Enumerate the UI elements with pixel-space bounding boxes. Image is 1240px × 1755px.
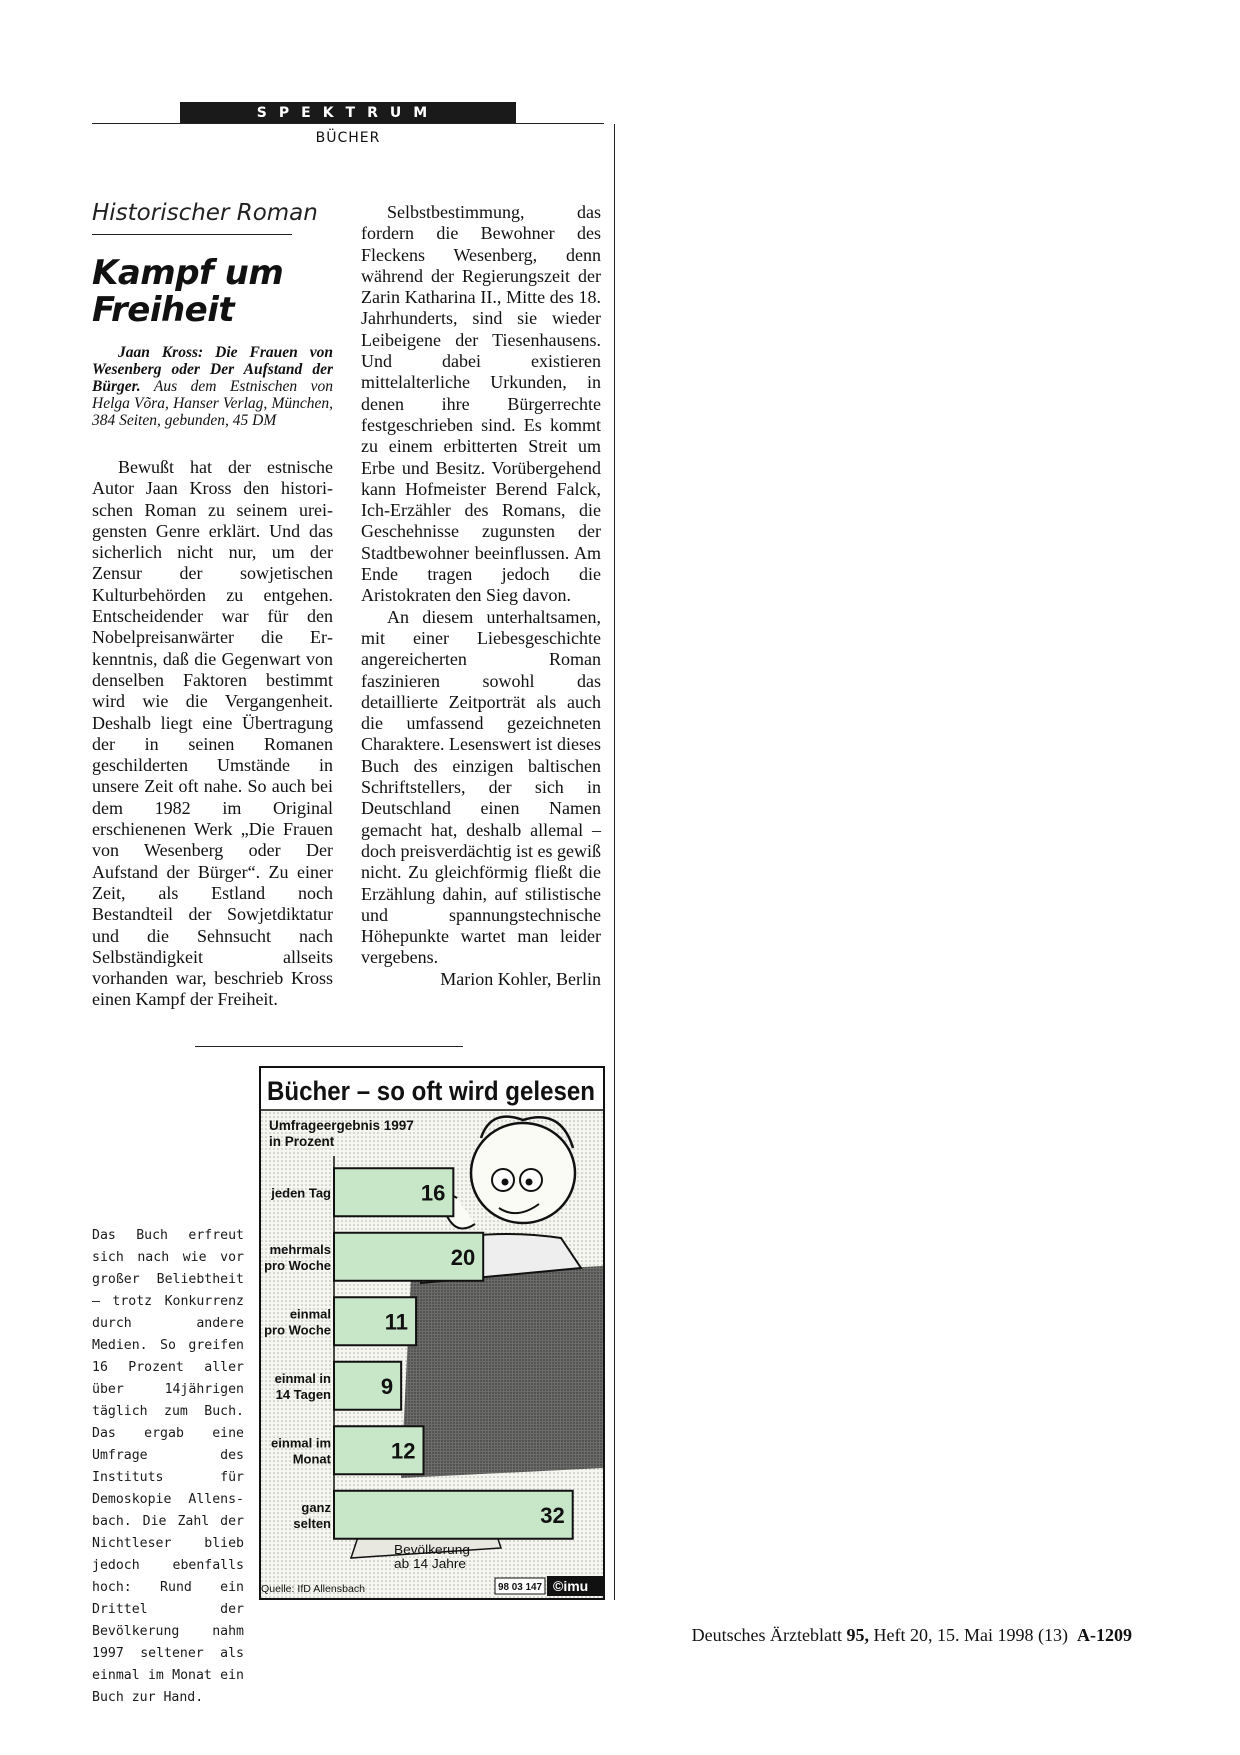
category-label: ganz xyxy=(301,1499,331,1515)
bar-value-label: 9 xyxy=(380,1373,394,1399)
section-banner: SPEKTRUM xyxy=(180,102,516,124)
chart-title: Bücher – so oft wird gelesen xyxy=(267,1076,595,1106)
bar-value-label: 11 xyxy=(384,1309,409,1335)
headline-line-2: Freiheit xyxy=(92,290,235,330)
subsection-label: BÜCHER xyxy=(315,130,381,146)
category-label: selten xyxy=(293,1515,331,1531)
book-cover xyxy=(401,1266,603,1478)
eye-left xyxy=(502,1179,509,1186)
bar-value-label: 12 xyxy=(391,1438,416,1464)
population-label-2: ab 14 Jahre xyxy=(394,1556,466,1571)
section-divider xyxy=(195,1046,463,1047)
chart-subtitle-1: Umfrageergebnis 1997 xyxy=(269,1118,414,1133)
category-label: pro Woche xyxy=(264,1257,331,1273)
page-footer xyxy=(620,1625,1132,1646)
paragraph: An diesem unterhaltsamen, mit einer Liebesgeschichte angereicherten Roman faszinieren sowohl das detaillierte Zeitporträt als auch die umfassend gezeichneten Charaktere. Lesenswert ist dieses Buch des einzigen baltischen Schriftstellers, der sich in Deutschland einen Namen gemacht hat, deshalb allemal – doch preisverdächtig ist es gewiß nicht. Zu gleichförmig fließt die Erzählung dahin, auf stilistische und spannungstechnische Höhepunkte wartet man leider vergebens. xyxy=(361,606,601,968)
bar xyxy=(334,1491,573,1539)
book-details: Aus dem Estnischen von Helga Võra, Hanser Verlag, München, 384 Seiten, gebunden, 45 DM xyxy=(92,378,333,429)
category-label: einmal xyxy=(289,1306,331,1322)
book-info xyxy=(92,344,333,429)
paragraph: Bewußt hat der estnische Autor Jaan Kross den historischen Roman zu seinem ureigensten Genre erklärt. Und das sicherlich nicht nur, um der Zensur der sowjetischen Kulturbehörden zu entgehen. Entscheidender war für den Nobelpreisanwärter die Erkenntnis, daß die Gegenwart von denselben Faktoren bestimmt wird wie die Vergangenheit. Deshalb liegt eine Übertragung der in seinen Romanen geschilderten Umstände in unsere Zeit oft nahe. So auch bei dem 1982 im Original erschienenen Werk „Die Frauen von Wesenberg oder Der Aufstand der Bürger“. Zu einer Zeit, als Estland noch Bestandteil der Sowjetdiktatur und die Sehnsucht nach Selbständigkeit allseits vorhanden war, beschrieb Kross einen Kampf der Freiheit. xyxy=(92,457,333,1010)
population-label-1: Bevölkerung xyxy=(394,1542,470,1557)
journal-name: Deutsches Ärzteblatt xyxy=(691,1625,843,1645)
eye-right xyxy=(526,1179,533,1186)
chart-svg xyxy=(261,1068,603,1598)
category-label: einmal in xyxy=(274,1370,331,1386)
paragraph: Selbstbestimmung, das fordern die Bewohner des Fleckens Wesenberg, denn während der Regierungszeit der Zarin Katharina II., Mitte des 18. Jahrhunderts, sind sie wieder Leibeigene der Tiesenhausens. Und dabei existieren mittelalterliche Urkunden, in denen ihre Bürgerrechte festgeschrieben sind. Es kommt zu einem erbitterten Streit um Erbe und Besitz. Vorübergehend kann Hofmeister Berend Falck, Ich-Erzähler des Romans, die Geschehnisse zugunsten der Stadtbewohner beeinflussen. Am Ende tragen jedoch die Aristokraten den Sieg davon. xyxy=(361,202,601,606)
article-column-2 xyxy=(361,202,601,990)
kicker-rule xyxy=(92,234,292,235)
chart-caption: Das Buch erfreut sich nach wie vor großer Beliebtheit – trotz Konkurrenz durch andere Medien. So greifen 16 Prozent aller über 14jährigen täglich zum Buch. Das ergab eine Umfrage des Instituts für Demoskopie Allensbach. Die Zahl der Nichtleser blieb jedoch ebenfalls hoch: Rund ein Drittel der Bevölkerung nahm 1997 seltener als einmal im Monat ein Buch zur Hand. xyxy=(92,1228,244,1705)
bar-value-label: 20 xyxy=(450,1244,476,1270)
book-title: Jaan Kross: Die Frauen von Wesenberg oder Der Aufstand der Bürger. xyxy=(92,344,333,395)
category-label: einmal im xyxy=(271,1435,331,1451)
article-kicker: Historischer Roman xyxy=(92,200,318,226)
category-label: 14 Tagen xyxy=(275,1386,331,1402)
category-label: Monat xyxy=(292,1451,331,1467)
category-label: jeden Tag xyxy=(271,1185,331,1201)
page-number: A-1209 xyxy=(1077,1625,1132,1645)
category-label: pro Woche xyxy=(264,1322,331,1338)
author-byline: Marion Kohler, Berlin xyxy=(440,968,601,989)
journal-issue: Heft 20, 15. Mai 1998 (13) xyxy=(873,1625,1068,1645)
journal-volume: 95, xyxy=(846,1625,870,1645)
article-column-1 xyxy=(92,457,333,1011)
chart-copyright: ©imu xyxy=(553,1578,589,1594)
chart-source: Quelle: IfD Allensbach xyxy=(261,1584,365,1595)
header-rule xyxy=(92,123,604,124)
headline-line-1: Kampf um xyxy=(92,253,284,293)
bar-value-label: 32 xyxy=(540,1502,565,1528)
chart-subtitle-2: in Prozent xyxy=(269,1134,335,1149)
column-rule xyxy=(614,124,615,1600)
article-headline xyxy=(92,255,342,329)
category-label: mehrmals xyxy=(269,1241,331,1257)
chart-code: 98 03 147 xyxy=(498,1582,543,1593)
reading-frequency-infographic xyxy=(259,1066,605,1600)
bar-value-label: 16 xyxy=(420,1180,446,1206)
